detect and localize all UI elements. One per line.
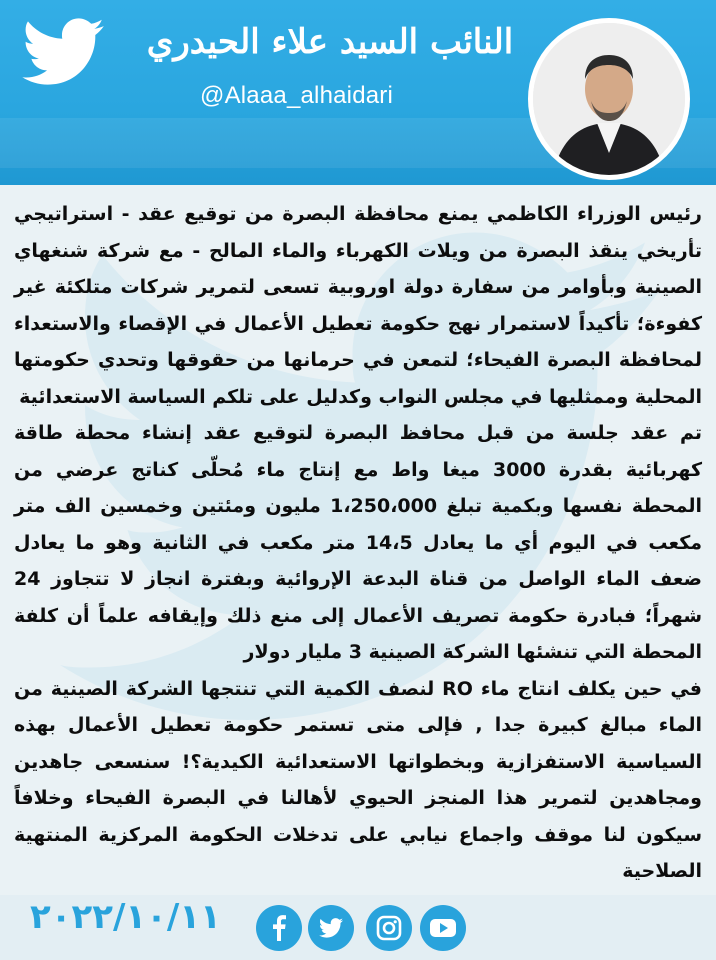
instagram-icon[interactable]: [366, 905, 412, 951]
member-name-title: النائب السيد علاء الحيدري: [146, 22, 514, 62]
twitter-icon[interactable]: [308, 905, 354, 951]
statement-paragraph-2: تم عقد جلسة من قبل محافظ البصرة لتوقيع عقد إنشاء محطة طاقة كهربائية بقدرة 3000 ميغا واط مع إنتاج ماء مُحلّى كناتج عرضي من المحطة نفسها وبكمية تبلغ 1،250،000 مليون ومئتين وخمسين الف متر مكعب في اليوم أي ما يعادل 14،5 متر مكعب في الثانية وهو ما يعادل ضعف الماء الواصل من قناة البدعة الإروائية وبفترة انجاز لا تتجاوز 24 شهراً؛ فبادرة حكومة تصريف الأعمال إلى منع ذلك وإيقافه علماً أن كلفة المحطة التي تنشئها الشركة الصينية 3 مليار دولار: [14, 422, 703, 663]
twitter-handle: @Alaaa_alhaidari: [200, 82, 394, 109]
facebook-icon[interactable]: [256, 905, 302, 951]
twitter-bird-icon: [22, 18, 104, 86]
statement-text: [14, 196, 702, 890]
statement-paragraph-1: رئيس الوزراء الكاظمي يمنع محافظة البصرة من توقيع عقد - استراتيجي تأريخي ينقذ البصرة من ويلات الكهرباء والماء المالح - مع شركة شنغهاي الصينية وبأوامر من سفارة دولة اوروبية تسعى لتمرير شركات متلكئة غير كفوءة؛ تأكيداً لاستمرار نهج حكومة تعطيل الأعمال في الإقصاء والاستعداء لمحافظة البصرة الفيحاء؛ لتمعن في حرمانها من حقوقها وتحدي حكومتها المحلية وممثليها في مجلس النواب وكدليل على تلكم السياسة الاستعدائية: [14, 203, 702, 408]
youtube-icon[interactable]: [420, 905, 466, 951]
statement-paragraph-3: في حين يكلف انتاج ماء RO لنصف الكمية التي تنتجها الشركة الصينية من الماء مبالغ كبيرة جدا , فإلى متى تستمر حكومة تعطيل الأعمال بهذه السياسية الاستفزازية وبخطواتها الاستعدائية الكيدية؟! سنسعى جاهدين ومجاهدين لتمرير هذا المنجز الحيوي لأهالنا في البصرة الفيحاء وخلافاً سيكون لنا موقف واجماع نيابي على تدخلات الحكومة المركزية المنتهية الصلاحية: [14, 677, 702, 882]
post-date: ٢٠٢٢/١٠/١١: [30, 897, 221, 937]
avatar: [528, 18, 690, 180]
